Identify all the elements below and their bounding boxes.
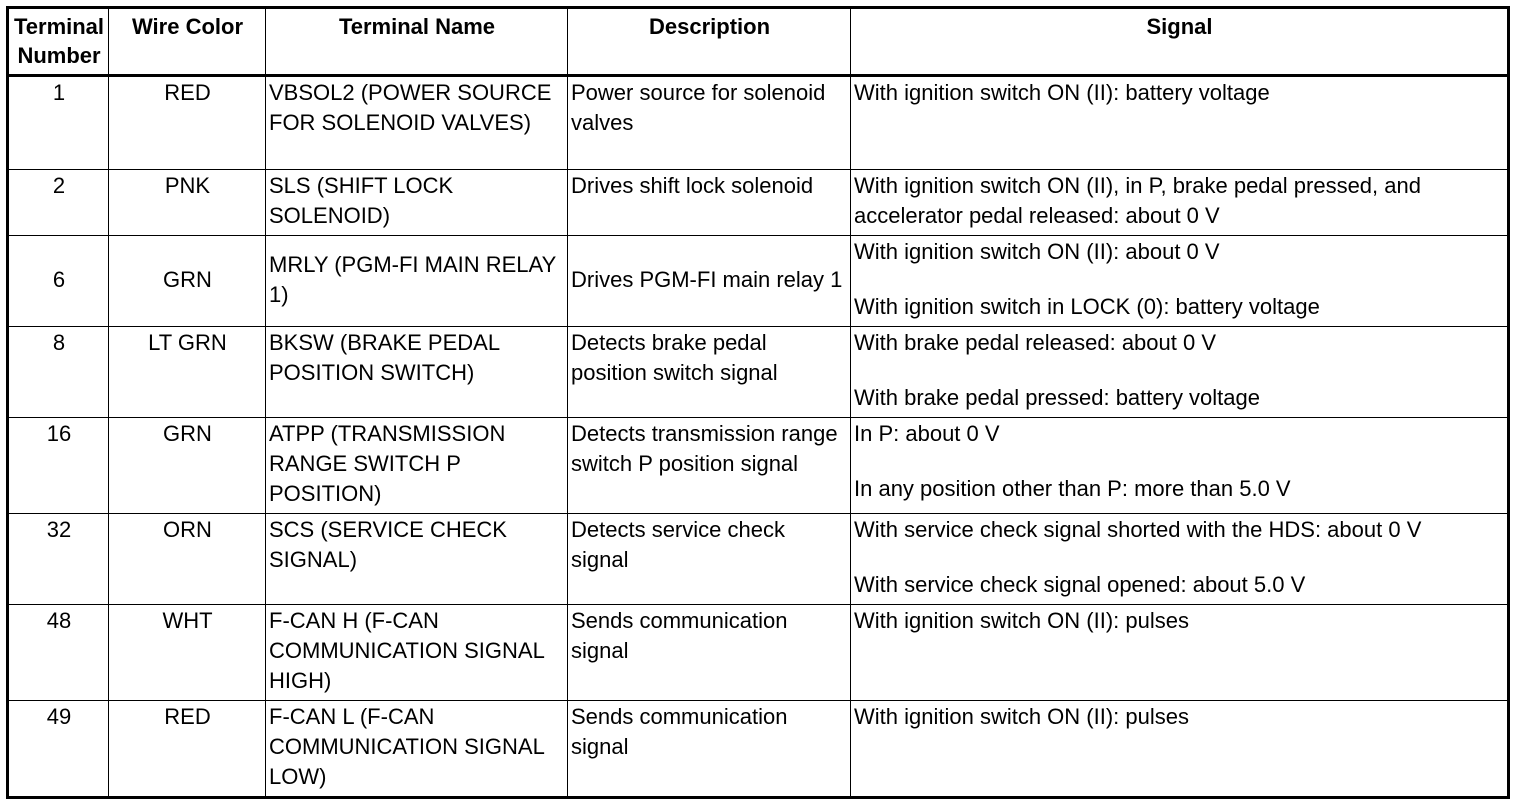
cell-signal — [851, 170, 1509, 236]
signal-line: With service check signal shorted with the HDS: about 0 V — [854, 517, 1422, 542]
cell-terminal-number: 16 — [8, 418, 109, 514]
header-signal: Signal — [851, 8, 1509, 76]
cell-terminal-name: SCS (SERVICE CHECK SIGNAL) — [266, 514, 568, 605]
signal-line: With ignition switch ON (II), in P, brake pedal pressed, and accelerator pedal released: about 0 V — [854, 173, 1421, 228]
cell-terminal-name: ATPP (TRANSMISSION RANGE SWITCH P POSITION) — [266, 418, 568, 514]
cell-description: Drives shift lock solenoid — [568, 170, 851, 236]
cell-terminal-name: F-CAN H (F-CAN COMMUNICATION SIGNAL HIGH) — [266, 605, 568, 701]
table-row — [8, 76, 1509, 170]
header-terminal-number-line1: Terminal — [13, 14, 105, 39]
cell-terminal-number: 8 — [8, 327, 109, 418]
header-wire-color: Wire Color — [109, 8, 266, 76]
cell-description: Drives PGM-FI main relay 1 — [568, 236, 851, 327]
cell-wire-color: GRN — [109, 236, 266, 327]
signal-line: With service check signal opened: about 5.0 V — [854, 572, 1306, 597]
cell-description: Sends communication signal — [568, 605, 851, 701]
table-header — [8, 8, 1509, 76]
header-terminal-number — [8, 8, 109, 76]
signal-line: In any position other than P: more than 5.0 V — [854, 476, 1291, 501]
cell-terminal-name: VBSOL2 (POWER SOURCE FOR SOLENOID VALVES) — [266, 76, 568, 170]
cell-signal — [851, 327, 1509, 418]
table-body — [8, 76, 1509, 798]
table-row — [8, 605, 1509, 701]
cell-signal — [851, 236, 1509, 327]
cell-wire-color: ORN — [109, 514, 266, 605]
cell-signal — [851, 76, 1509, 170]
cell-terminal-name: SLS (SHIFT LOCK SOLENOID) — [266, 170, 568, 236]
header-row — [8, 8, 1509, 76]
header-terminal-name: Terminal Name — [266, 8, 568, 76]
table-row — [8, 236, 1509, 327]
cell-wire-color: LT GRN — [109, 327, 266, 418]
cell-signal — [851, 701, 1509, 798]
signal-line: With brake pedal pressed: battery voltage — [854, 385, 1261, 410]
cell-signal — [851, 418, 1509, 514]
cell-description: Power source for solenoid valves — [568, 76, 851, 170]
cell-wire-color: RED — [109, 76, 266, 170]
terminal-table — [6, 6, 1510, 799]
signal-line: With ignition switch ON (II): about 0 V — [854, 239, 1220, 264]
cell-terminal-number: 49 — [8, 701, 109, 798]
signal-line: With ignition switch ON (II): battery voltage — [854, 80, 1270, 105]
cell-terminal-name: F-CAN L (F-CAN COMMUNICATION SIGNAL LOW) — [266, 701, 568, 798]
cell-terminal-number: 32 — [8, 514, 109, 605]
table-row — [8, 170, 1509, 236]
cell-wire-color: GRN — [109, 418, 266, 514]
cell-terminal-name: BKSW (BRAKE PEDAL POSITION SWITCH) — [266, 327, 568, 418]
cell-terminal-number: 48 — [8, 605, 109, 701]
cell-description: Detects brake pedal position switch signal — [568, 327, 851, 418]
signal-line: With ignition switch in LOCK (0): battery voltage — [854, 294, 1320, 319]
cell-terminal-number: 1 — [8, 76, 109, 170]
table-row — [8, 701, 1509, 798]
cell-signal — [851, 514, 1509, 605]
table-row — [8, 514, 1509, 605]
cell-description: Sends communication signal — [568, 701, 851, 798]
cell-signal — [851, 605, 1509, 701]
cell-terminal-number: 2 — [8, 170, 109, 236]
signal-line: With ignition switch ON (II): pulses — [854, 608, 1189, 633]
signal-line: With ignition switch ON (II): pulses — [854, 704, 1189, 729]
cell-terminal-name: MRLY (PGM-FI MAIN RELAY 1) — [266, 236, 568, 327]
cell-wire-color: PNK — [109, 170, 266, 236]
cell-terminal-number: 6 — [8, 236, 109, 327]
table-row — [8, 418, 1509, 514]
cell-wire-color: WHT — [109, 605, 266, 701]
cell-description: Detects transmission range switch P position signal — [568, 418, 851, 514]
header-description: Description — [568, 8, 851, 76]
signal-line: With brake pedal released: about 0 V — [854, 330, 1217, 355]
cell-wire-color: RED — [109, 701, 266, 798]
cell-description: Detects service check signal — [568, 514, 851, 605]
signal-line: In P: about 0 V — [854, 421, 1000, 446]
header-terminal-number-line2: Number — [17, 43, 101, 68]
table-row — [8, 327, 1509, 418]
